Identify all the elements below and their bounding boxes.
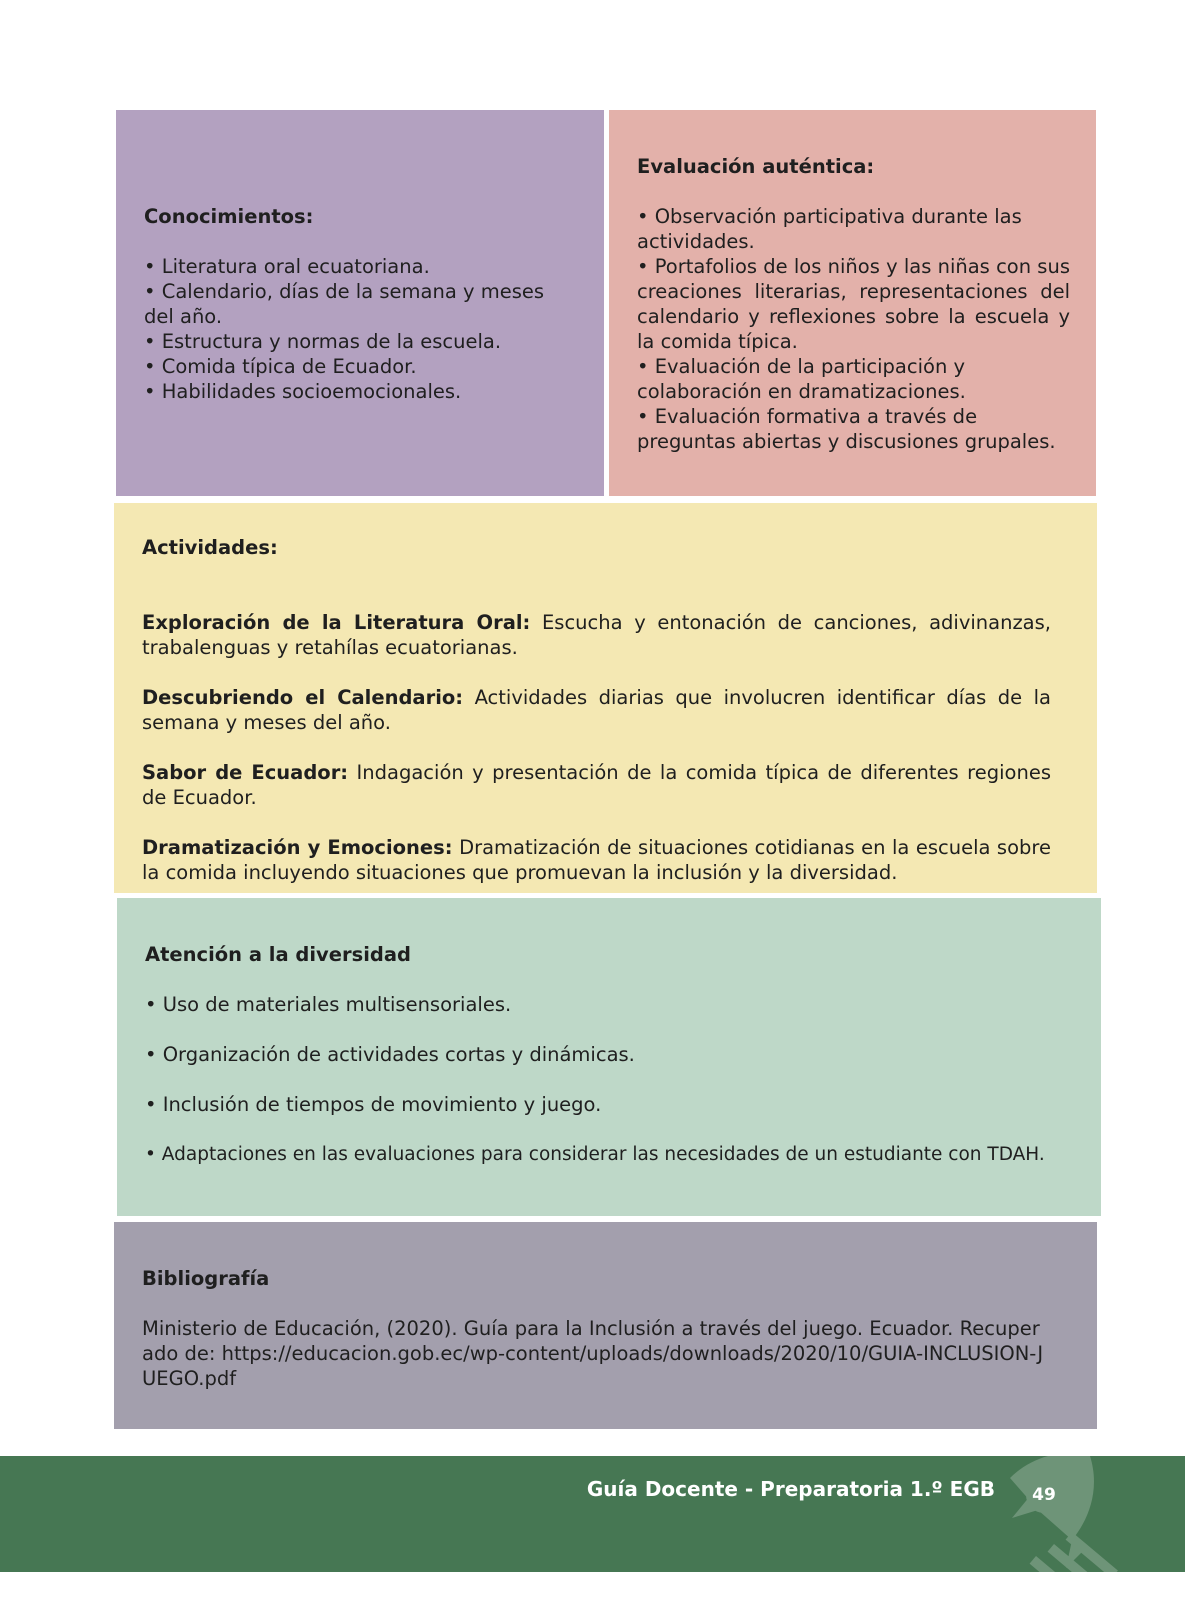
evaluacion-box <box>609 110 1096 496</box>
evaluacion-title: Evaluación auténtica: <box>637 155 875 178</box>
actividad-text: Dramatización de situaciones cotidianas en la escuela sobre la comida incluyendo situaciones que promuevan la inclusión y la diversidad. <box>142 836 1051 884</box>
list-item: • Organización de actividades cortas y dinámicas. <box>145 1043 635 1066</box>
conocimientos-title: Conocimientos: <box>144 205 314 228</box>
actividad-item <box>142 835 1051 885</box>
actividad-item <box>142 760 1051 810</box>
bibliografia-box <box>114 1222 1097 1429</box>
actividades-box <box>114 503 1097 893</box>
actividades-title: Actividades: <box>142 536 278 559</box>
list-item: • Adaptaciones en las evaluaciones para considerar las necesidades de un estudiante con TDAH. <box>145 1144 1045 1165</box>
conocimientos-box <box>116 110 604 496</box>
actividad-label: Sabor de Ecuador: <box>142 761 349 784</box>
list-item: • Portafolios de los niños y las niñas con sus creaciones literarias, representaciones del calendario y reflexiones sobre la escuela y la comida típica. <box>637 255 1070 353</box>
list-item: • Calendario, días de la semana y meses del año. <box>144 280 545 328</box>
bibliografia-text: Ministerio de Educación, (2020). Guía para la Inclusión a través del juego. Ecuador. Recuperado de: https://educacion.gob.ec/wp-content/uploads/downloads/2020/10/GUIA-INCLUSION-JUEGO.pdf <box>142 1317 1044 1390</box>
bibliografia-title: Bibliografía <box>142 1267 270 1290</box>
diversidad-list <box>145 992 1081 1167</box>
list-item: • Observación participativa durante las actividades. <box>637 205 1022 253</box>
diversidad-title: Atención a la diversidad <box>145 943 411 966</box>
actividad-text: Escucha y entonación de canciones, adivinanzas, trabalenguas y retahílas ecuatorianas. <box>142 611 1051 659</box>
conocimientos-list <box>144 254 578 404</box>
list-item: • Comida típica de Ecuador. <box>144 355 417 378</box>
evaluacion-list <box>637 204 1070 454</box>
actividad-label: Dramatización y Emociones: <box>142 836 453 859</box>
list-item: • Inclusión de tiempos de movimiento y juego. <box>145 1093 602 1116</box>
diversidad-box <box>117 898 1101 1216</box>
actividad-label: Descubriendo el Calendario: <box>142 686 464 709</box>
list-item: • Estructura y normas de la escuela. <box>144 330 502 353</box>
list-item: • Habilidades socioemocionales. <box>144 380 462 403</box>
page-footer <box>0 1456 1185 1572</box>
actividad-item <box>142 685 1051 735</box>
list-item: • Evaluación formativa a través de preguntas abiertas y discusiones grupales. <box>637 405 1056 453</box>
actividad-item <box>142 610 1051 660</box>
list-item: • Literatura oral ecuatoriana. <box>144 255 430 278</box>
page-number: 49 <box>1026 1477 1062 1513</box>
rocket-icon <box>990 1456 1140 1572</box>
actividad-text: Actividades diarias que involucren identificar días de la semana y meses del año. <box>142 686 1052 734</box>
actividad-text: Indagación y presentación de la comida típica de diferentes regiones de Ecuador. <box>142 761 1051 809</box>
footer-label: Guía Docente - Preparatoria 1.º EGB <box>586 1477 995 1501</box>
list-item: • Uso de materiales multisensoriales. <box>145 993 512 1016</box>
actividad-label: Exploración de la Literatura Oral: <box>142 611 531 634</box>
list-item: • Evaluación de la participación y colaboración en dramatizaciones. <box>637 355 966 403</box>
